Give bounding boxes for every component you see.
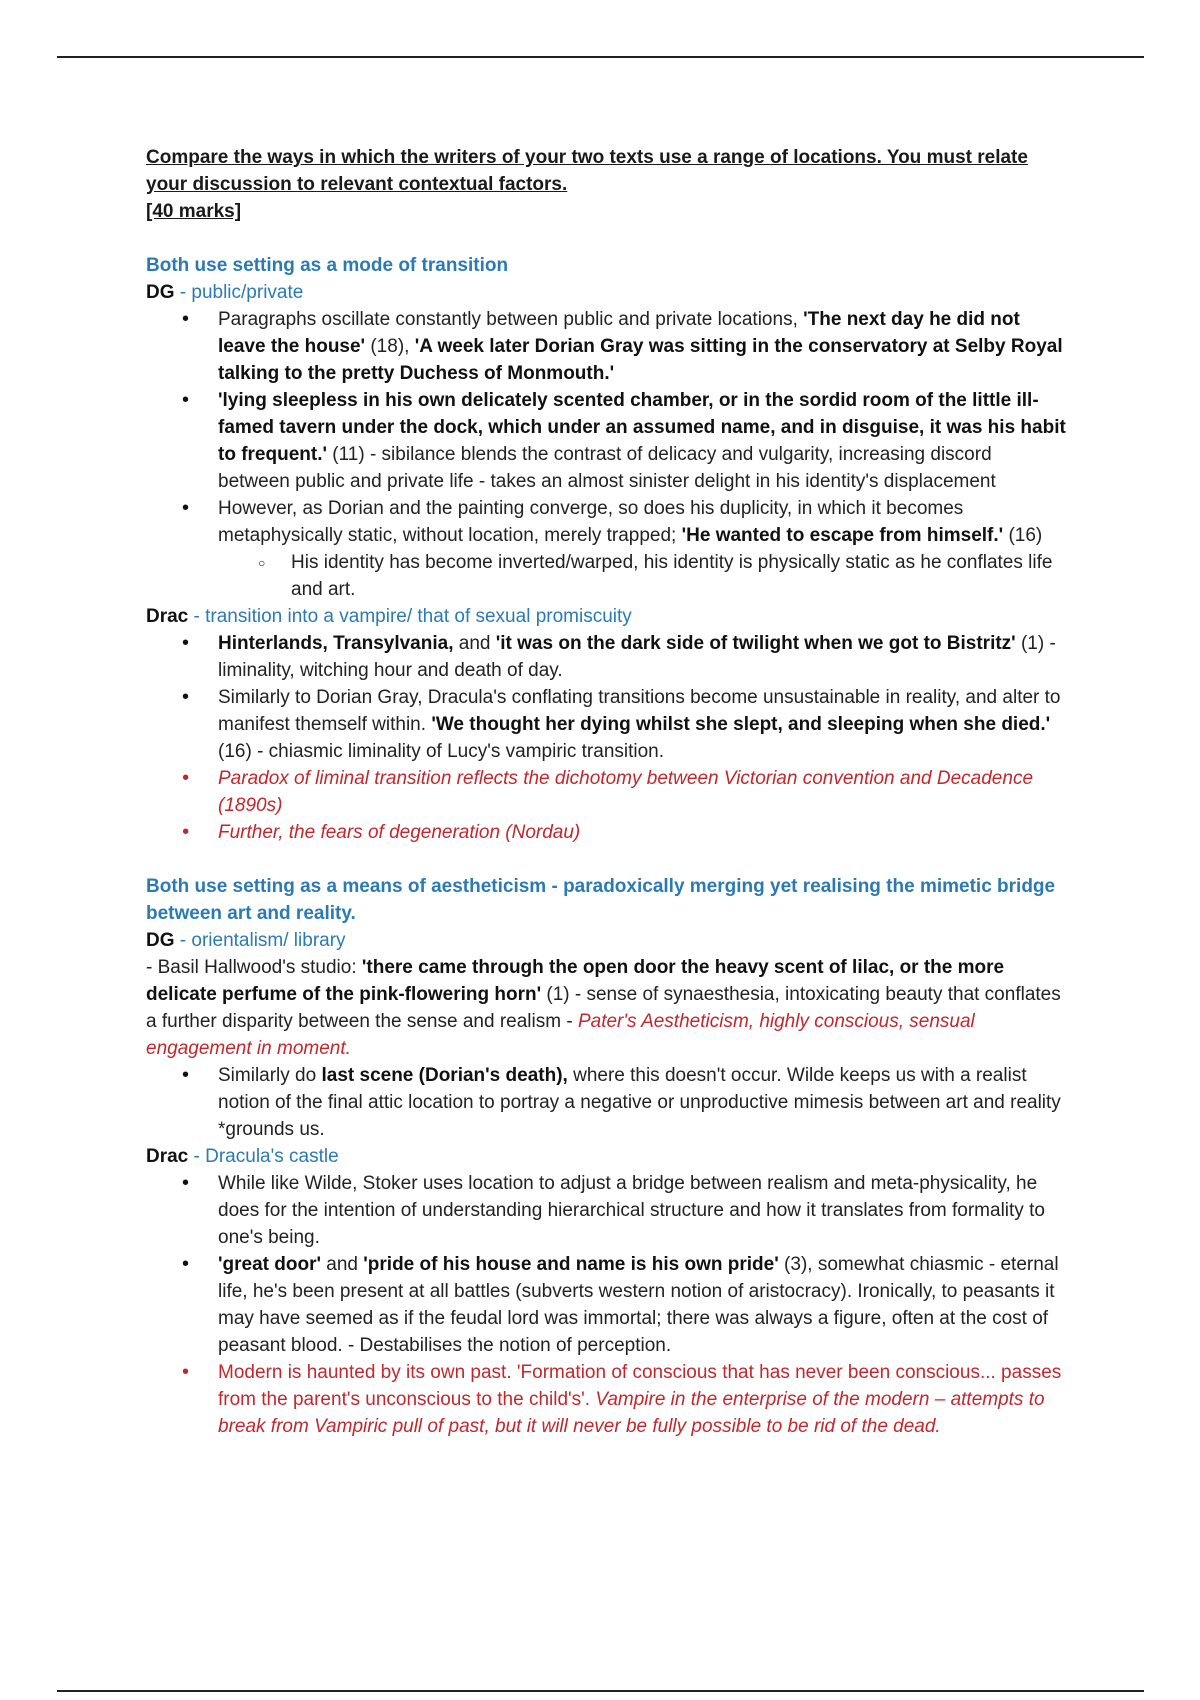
- section-2-paragraph: - Basil Hallwood's studio: 'there came through the open door the heavy scent of lilac, or the more delicate perfume of the pink-flowering horn' (1) - sense of synaesthesia, intoxicating beauty that conflates a further disparity between the sense and realism - Pater's Aestheticism, highly conscious, sensual engagement in moment.: [146, 957, 1061, 1059]
- list-item: • Similarly to Dorian Gray, Dracula's conflating transitions become unsustainable in reality, and alter to manifest themself within. 'We thought her dying whilst she slept, and sleeping when she died.' (16) - chiasmic liminality of Lucy's vampiric transition.: [146, 684, 1066, 765]
- list-item: • However, as Dorian and the painting converge, so does his duplicity, in which it becomes metaphysically static, without location, merely trapped; 'He wanted to escape from himself.' (16): [146, 495, 1066, 549]
- list-item-context: • Paradox of liminal transition reflects the dichotomy between Victorian convention and Decadence (1890s): [146, 765, 1066, 819]
- list-item: • While like Wilde, Stoker uses location to adjust a bridge between realism and meta-physicality, he does for the intention of understanding hierarchical structure and how it translates from formality to one's being.: [146, 1170, 1066, 1251]
- section-2-drac-list: [146, 1170, 1066, 1440]
- top-rule: [57, 56, 1144, 58]
- document-body: [146, 144, 1066, 1440]
- list-subitem: ○ His identity has become inverted/warped, his identity is physically static as he conflates life and art.: [146, 549, 1066, 603]
- section-1-dg-list: [146, 306, 1066, 603]
- section-2-drac-subheading: Drac - Dracula's castle: [146, 1146, 339, 1167]
- bottom-rule: [57, 1690, 1144, 1692]
- list-item-context: • Further, the fears of degeneration (Nordau): [146, 819, 1066, 846]
- list-item: • Paragraphs oscillate constantly between public and private locations, 'The next day he did not leave the house' (18), 'A week later Dorian Gray was sitting in the conservatory at Selby Royal talking to the pretty Duchess of Monmouth.': [146, 306, 1066, 387]
- list-item: • Similarly do last scene (Dorian's death), where this doesn't occur. Wilde keeps us with a realist notion of the final attic location to portray a negative or unproductive mimesis between art and reality *grounds us.: [146, 1062, 1066, 1143]
- section-2-dg-list: [146, 1062, 1066, 1143]
- section-1-heading: Both use setting as a mode of transition: [146, 255, 509, 276]
- list-item: • 'great door' and 'pride of his house and name is his own pride' (3), somewhat chiasmic - eternal life, he's been present at all battles (subverts western notion of aristocracy). Ironically, to peasants it may have seemed as if the feudal lord was immortal; there was always a figure, often at the cost of peasant blood. - Destabilises the notion of perception.: [146, 1251, 1066, 1359]
- list-item: • Hinterlands, Transylvania, and 'it was on the dark side of twilight when we got to Bistritz' (1) - liminality, witching hour and death of day.: [146, 630, 1066, 684]
- list-item: • 'lying sleepless in his own delicately scented chamber, or in the sordid room of the little ill-famed tavern under the dock, which under an assumed name, and in disguise, it was his habit to frequent.' (11) - sibilance blends the contrast of delicacy and vulgarity, increasing discord between public and private life - takes an almost sinister delight in his identity's displacement: [146, 387, 1066, 495]
- section-1-drac-subheading: Drac - transition into a vampire/ that of sexual promiscuity: [146, 606, 632, 627]
- question-line-2: your discussion to relevant contextual factors.: [146, 174, 568, 195]
- section-1-drac-list: [146, 630, 1066, 846]
- list-item-context: • Modern is haunted by its own past. 'Formation of conscious that has never been conscious... passes from the parent's unconscious to the child's'. Vampire in the enterprise of the modern – attempts to break from Vampiric pull of past, but it will never be fully possible to be rid of the dead.: [146, 1359, 1066, 1440]
- section-2-heading: Both use setting as a means of aestheticism - paradoxically merging yet realising the mimetic bridge between art and reality.: [146, 876, 1056, 924]
- section-2-dg-subheading: DG - orientalism/ library: [146, 930, 346, 951]
- question-marks: [40 marks]: [146, 201, 242, 222]
- section-1-dg-subheading: DG - public/private: [146, 282, 304, 303]
- question-line-1: Compare the ways in which the writers of your two texts use a range of locations. You must relate: [146, 147, 1028, 168]
